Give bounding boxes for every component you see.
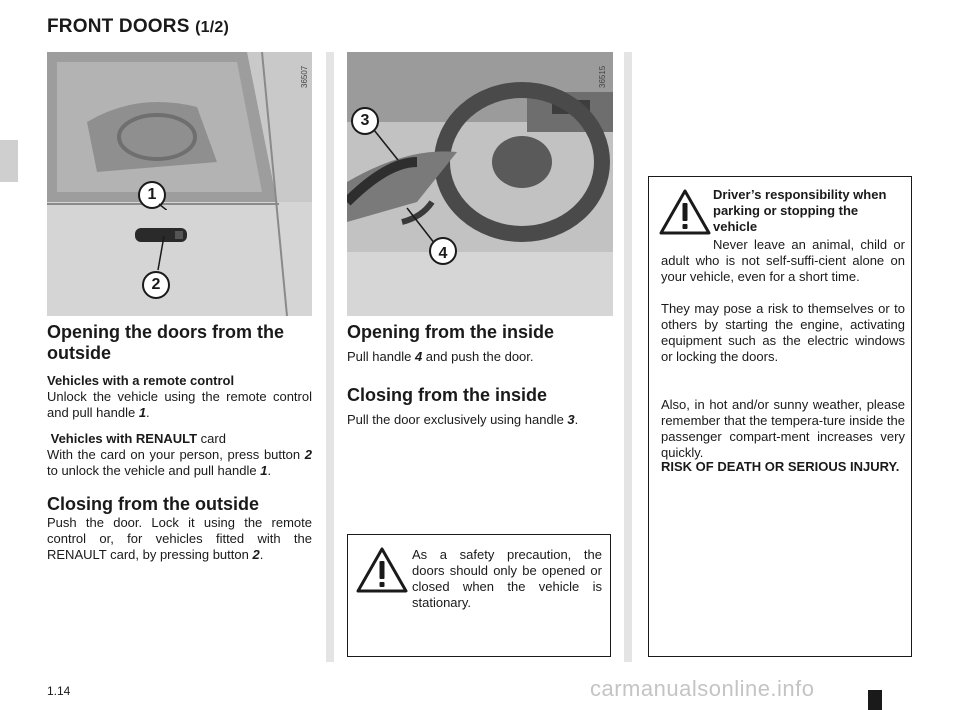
page-title xyxy=(47,16,229,38)
page-number: 1.14 xyxy=(47,684,71,698)
text-closing-inside: Pull the door exclusively using handle xyxy=(347,412,568,427)
ref-handle-3: 3 xyxy=(567,412,575,427)
subheading-card-a: Vehicles with xyxy=(50,431,136,446)
figure-left-code: 36507 xyxy=(300,65,309,88)
ref-handle-1: 1 xyxy=(138,405,147,420)
callout-2-leader xyxy=(154,236,174,272)
warning-triangle-icon xyxy=(356,547,408,593)
callout-3-label: 3 xyxy=(360,112,370,129)
text-push-door: and push the door. xyxy=(422,349,534,364)
text-remote-unlock: Unlock the vehicle using the remote control and pull handle xyxy=(47,389,312,420)
driver-responsibility-box xyxy=(648,176,912,657)
figure-door-interior xyxy=(347,52,613,316)
corner-mark xyxy=(868,690,882,710)
text-closing-outside: Push the door. Lock it using the remote control or, for vehicles fitted with the RENAULT card, by pressing button xyxy=(47,515,312,562)
figure-door-exterior xyxy=(47,52,312,316)
safety-warning-text: As a safety precaution, the doors should only be opened or closed when the vehicle is stationary. xyxy=(412,547,602,610)
safety-warning-box xyxy=(347,534,611,657)
text-card-press: With the card on your person, press button xyxy=(47,447,305,462)
left-column xyxy=(47,322,312,563)
paragraph-renault-card xyxy=(47,431,312,479)
subheading-card-c: card xyxy=(197,431,226,446)
callout-4-label: 4 xyxy=(438,245,448,262)
callout-1-label: 1 xyxy=(147,186,157,203)
text-period-3: . xyxy=(259,547,264,562)
paragraph-closing-inside xyxy=(347,412,613,428)
heading-closing-outside: Closing from the outside xyxy=(47,494,260,514)
text-period-2: . xyxy=(267,463,272,478)
text-pull-handle: Pull handle xyxy=(347,349,415,364)
driver-warning-p3: Also, in hot and/or sunny weather, please remember that the tempera-ture inside the passenger compart-ment increases very quickly. xyxy=(661,397,905,460)
page-title-subtitle: (1/2) xyxy=(195,19,229,36)
figure-right-code: 36515 xyxy=(598,65,607,88)
warning-triangle-icon-2 xyxy=(659,189,711,235)
text-period-4: . xyxy=(574,412,579,427)
paragraph-remote-control xyxy=(47,373,312,421)
door-interior-illustration xyxy=(347,52,613,316)
subheading-card-brand: RENAULT xyxy=(135,431,198,446)
driver-warning-title: Driver’s responsibility when parking or stopping the vehicle xyxy=(713,187,887,234)
chapter-tab xyxy=(0,140,18,182)
text-card-pull: to unlock the vehicle and pull handle xyxy=(47,463,261,478)
middle-column xyxy=(347,322,613,428)
heading-opening-outside: Opening the doors from the outside xyxy=(47,322,284,363)
ref-button-2b: 2 xyxy=(252,547,260,562)
callout-2-label: 2 xyxy=(151,276,161,293)
ref-handle-1b: 1 xyxy=(260,463,268,478)
door-exterior-illustration xyxy=(47,52,312,316)
subheading-remote-control: Vehicles with a remote control xyxy=(47,373,235,388)
driver-warning-p1: Never leave an animal, child or adult who is not self-suffi-cient alone on your vehicle, even for a short time. xyxy=(661,237,905,284)
heading-closing-inside: Closing from the inside xyxy=(347,385,548,405)
page-title-text: FRONT DOORS xyxy=(47,16,190,37)
column-divider-left xyxy=(326,52,334,662)
ref-handle-4: 4 xyxy=(414,349,423,364)
column-divider-right xyxy=(624,52,632,662)
driver-warning-p4: RISK OF DEATH OR SERIOUS INJURY. xyxy=(661,459,900,474)
paragraph-closing-outside xyxy=(47,515,312,563)
text-period: . xyxy=(146,405,150,420)
watermark-text: carmanualsonline.info xyxy=(590,676,815,701)
ref-button-2: 2 xyxy=(304,447,312,462)
paragraph-opening-inside xyxy=(347,349,613,365)
driver-warning-p2: They may pose a risk to themselves or to others by starting the engine, activating equipment such as the electric windows or locking the doors. xyxy=(661,301,905,364)
heading-opening-inside: Opening from the inside xyxy=(347,322,555,342)
